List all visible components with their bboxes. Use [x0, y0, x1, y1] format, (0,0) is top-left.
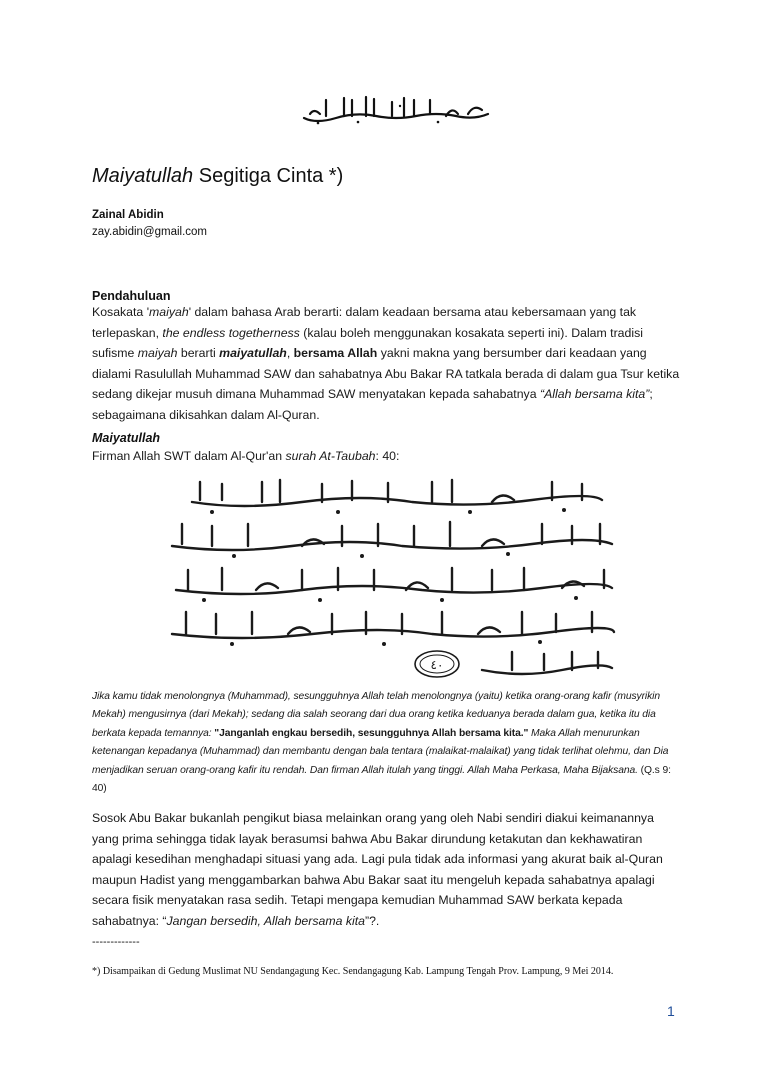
text-span: yakni makna yang bersumber dari keadaan yang dialami Rasulullah Muhammad SAW dan sahabatnya Abu Bakar RA tatkala berada di dalam gua Tsur ketika sedang dikejar musuh dimana Muhammad SAW menyatakan kepada sahabatnya — [92, 346, 680, 402]
verse-number: ٤٠ — [430, 658, 444, 672]
intro-paragraph — [92, 302, 682, 426]
text-span: maiyah — [137, 346, 178, 361]
footnote: *) Disampaikan di Gedung Muslimat NU Sendangagung Kec. Sendangagung Kab. Lampung Tengah Prov. Lampung, 9 Mei 2014. — [92, 966, 614, 977]
text-span: maiyah — [149, 305, 189, 319]
footnote-separator: ------------- — [92, 936, 140, 948]
author-name: Zainal Abidin — [92, 209, 164, 221]
text-span: bersama Allah — [293, 346, 378, 361]
text-span: ”?. — [364, 913, 380, 928]
text-span: (Q.s 9: 40) — [92, 764, 671, 795]
verse-number-ornament — [415, 651, 459, 677]
text-span: maiyatullah — [219, 346, 287, 361]
quran-verse-image — [152, 472, 622, 684]
text-span: , — [286, 346, 294, 361]
title-rest: Segitiga Cinta *) — [193, 165, 344, 187]
author-email: zay.abidin@gmail.com — [92, 226, 208, 238]
text-span: : 40: — [375, 449, 400, 463]
text-span: "Janganlah engkau bersedih, sesungguhnya Allah bersama kita." — [214, 727, 529, 739]
text-span: Jika kamu tidak menolongnya (Muhammad), sesungguhnya Allah telah menolongnya (yaitu) ketika orang-orang kafir (musyrikin Mekah) mengusirnya (dari Mekah); sedang dia salah seorang dari dua orang ketika keduanya berada dalam gua, ketika itu dia berkata kepada temannya: — [92, 691, 660, 739]
title-italic: Maiyatullah — [92, 165, 194, 187]
text-span: ; sebagaimana dikisahkan dalam Al-Quran. — [92, 387, 653, 422]
text-span: Sosok Abu Bakar bukanlah pengikut biasa melainkan orang yang oleh Nabi sendiri diakui keimanannya yang prima sehingga tidak layak berasumsi bahwa Abu Bakar dirundung ketakutan dan kekhawatiran apalagi kesedihan menghadapi situasi yang ada. Lagi pula tidak ada informasi yang akurat baik al-Quran maupun Hadist yang menggambarkan bahwa Abu Bakar saat itu mengeluh kepada sahabatnya apalagi secara fisik menyatakan rasa sedih. Tetapi mengapa kemudian Muhammad SAW berkata kepada sahabatnya: “ — [92, 811, 663, 928]
text-span: (kalau boleh menggunakan kosakata seperti ini). Dalam tradisi sufisme — [92, 325, 643, 361]
body-paragraph — [92, 808, 682, 932]
translation-paragraph — [92, 688, 682, 798]
firman-line — [92, 446, 682, 467]
page-title — [92, 165, 343, 188]
basmalah-calligraphy — [296, 94, 496, 126]
text-span: Maka Allah menurunkan ketenangan kepadanya (Muhammad) dan membantu dengan bala tentara (malaikat-malaikat) yang tidak terlihat olehmu, dan Dia menjadikan seruan orang-orang kafir itu rendah. Dan firman Allah itulah yang tinggi. Allah Maha Perkasa, Maha Bijaksana. — [92, 727, 669, 776]
text-span: Firman Allah SWT dalam Al-Qur'an — [92, 449, 286, 463]
text-span: surah At-Taubah — [285, 449, 376, 463]
heading-pendahuluan: Pendahuluan — [92, 289, 171, 303]
page-number: 1 — [667, 1003, 675, 1019]
text-span: “Allah bersama kita” — [539, 387, 650, 402]
text-span: berarti — [177, 346, 220, 361]
heading-maiyatullah: Maiyatullah — [92, 431, 161, 445]
text-span: the endless togetherness — [162, 325, 300, 340]
text-span: Jangan bersedih, Allah bersama kita — [166, 913, 365, 928]
text-span: ' dalam bahasa Arab berarti: dalam keadaan bersama atau kebersamaan yang tak terlepaskan, — [92, 305, 637, 340]
text-span: Kosakata ' — [92, 305, 150, 319]
